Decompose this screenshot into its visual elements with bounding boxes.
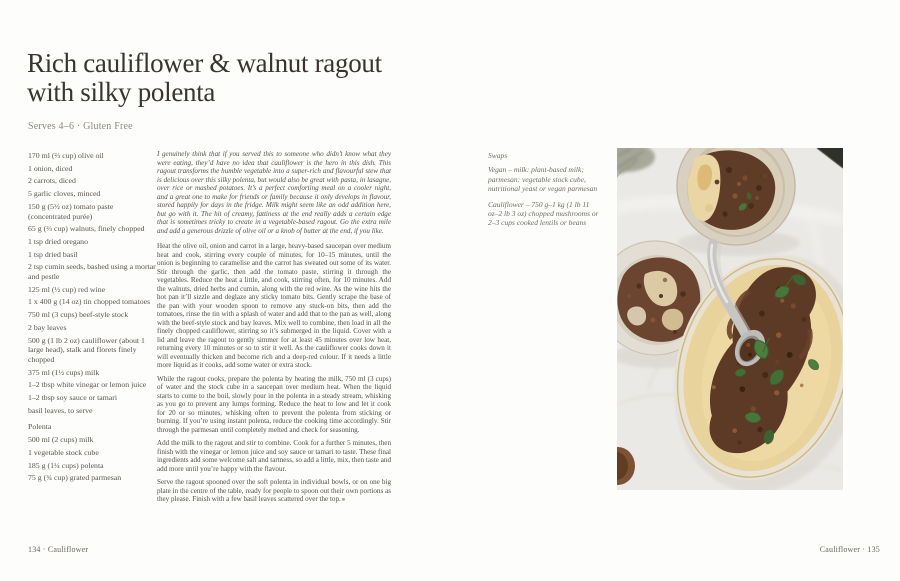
ingredient-item: 1 vegetable stock cube: [28, 447, 99, 457]
ingredients-list: [28, 151, 156, 486]
ingredient-item: 65 g (⅔ cup) walnuts, finely chopped: [28, 224, 145, 234]
ingredient-item: 500 g (1 lb 2 oz) cauliflower (about 1 large head), stalk and florets finely chopped: [28, 335, 145, 364]
ingredient-item: 1–2 tbsp soy sauce or tamari: [28, 393, 117, 403]
ingredient-item: 2 carrots, diced: [28, 176, 76, 186]
ingredient-item: 5 garlic cloves, minced: [28, 189, 101, 199]
method-paragraph-text: Serve the ragout spooned over the soft polenta in individual bowls, or on one big plate in the centre of the table, ready for people to spoon out their own portions as they please. Finish with a few basil leaves scattered over the top.: [157, 478, 391, 503]
recipe-photo-illustration: [617, 148, 843, 490]
page-number-left: 134 · Cauliflower: [28, 545, 89, 554]
ingredient-item: 1 tsp dried basil: [28, 249, 78, 259]
method-paragraph: While the ragout cooks, prepare the polenta by heating the milk, 750 ml (3 cups) of water and the stock cube in a saucepan over medium heat. When the liquid starts to come to the boil, slowly pour in the polenta in a steady stream, whisking as you go to prevent any lumps forming. Reduce the heat to low and let it cook for 20 or so minutes, whisking often to prevent the polenta from sticking or burning. If you’re using instant polenta, reduce the cooking time accordingly. Stir through the parmesan until completely melted and check for seasoning.: [157, 374, 391, 434]
swap-item: Vegan – milk: plant-based milk; parmesan: vegetable stock cube, nutritional yeast or vegan parmesan: [488, 165, 598, 194]
ingredient-item: 500 ml (2 cups) milk: [28, 435, 94, 445]
method-text: [157, 150, 391, 510]
end-of-recipe-marker-icon: ■: [341, 497, 346, 503]
ingredient-item: 1 tsp dried oregano: [28, 236, 88, 246]
ingredient-item: 375 ml (1½ cups) milk: [28, 367, 100, 377]
method-paragraph: [157, 478, 391, 505]
ingredient-item: 1 x 400 g (14 oz) tin chopped tomatoes: [28, 297, 151, 307]
ingredient-item: 150 g (5½ oz) tomato paste (concentrated purée): [28, 201, 114, 221]
polenta-subheading: Polenta: [28, 422, 52, 432]
page-number-right: Cauliflower · 135: [819, 545, 880, 554]
recipe-photo: [617, 148, 843, 490]
serving-info: Serves 4–6 · Gluten Free: [28, 121, 133, 132]
method-paragraph: Heat the olive oil, onion and carrot in a large, heavy-based saucepan over medium heat and cook, stirring every couple of minutes, for 10–15 minutes, until the onion is beginning to caramelise and the carrot has sweated out some of its water. Stir through the garlic, then add the tomato paste, stirring it through the vegetables. Reduce the heat a little, and cook, stirring often, for 10 minutes. Add the walnuts, dried herbs and cumin, along with the red wine. As the wine hits the hot pan it’ll sizzle and deglaze any sticky tomato bits. Gently scrape the base of the pan with your wooden spoon to remove any stuck-on bits, then add the tomatoes, rinse the tin with a splash of water and add that to the pan as well, along with the beef-style stock and bay leaves. Mix well to combine, then load in all the finely chopped cauliflower, stirring so it’s submerged in the liquid. Cover with a lid and leave the ragout to gently simmer for at least 45 minutes over low heat, returning every 10 minutes or so to stir it well. As the cauliflower cooks down it will eventually thicken and become rich and a deep-red colour. If it needs a little more liquid as it cooks, add some water or extra stock.: [157, 242, 391, 369]
swap-item: Cauliflower – 750 g–1 kg (1 lb 11 oz–2 lb 3 oz) chopped mushrooms or 2–3 cups cooked lentils or beans: [488, 199, 599, 228]
ingredient-item: basil leaves, to serve: [28, 405, 93, 415]
ingredient-item: 170 ml (⅔ cup) olive oil: [28, 151, 104, 160]
method-paragraph: Add the milk to the ragout and stir to combine. Cook for a further 5 minutes, then finish with the vinegar or lemon juice and soy sauce or tamari to taste. These final ingredients add some welcome salt and tartness, so add a little, mix, then taste and add more until you’re happy with the flavour.: [157, 439, 391, 473]
recipe-title: [27, 49, 382, 107]
ingredient-item: 2 bay leaves: [28, 322, 67, 332]
ingredient-item: 1 onion, diced: [28, 163, 73, 173]
ingredient-item: 125 ml (½ cup) red wine: [28, 284, 106, 294]
ingredient-item: 2 tsp cumin seeds, bashed using a mortar and pestle: [28, 262, 156, 282]
ingredient-item: 185 g (1¼ cups) polenta: [28, 460, 104, 470]
ingredient-item: 750 ml (3 cups) beef-style stock: [28, 310, 129, 320]
recipe-title-line1: Rich cauliflower & walnut ragout: [27, 48, 382, 78]
recipe-intro-paragraph: I genuinely think that if you served this to someone who didn’t know what they were eating, they’d have no idea that cauliflower is the hero in this dish. This ragout transforms the humble vegetable into a super-rich and flavourful stew that is delicious over this silky polenta, but would also be great with pasta, in lasagne, over rice or mashed potatoes. It’s a perfect comforting meal on a cooler night, and a great one to make for friends or family because it only develops in flavour, stored happily for days in the fridge. Milk might seem like an odd addition here, but go with it. The hit of creamy, fattiness at the end really adds a certain edge that is sometimes tricky to create in a vegetable-based ragout. Go the extra mile and add a generous drizzle of olive oil or a knob of butter at the end, if you like.: [157, 150, 391, 235]
swaps-heading: Swaps: [488, 151, 508, 160]
swaps-section: [488, 151, 600, 234]
ingredient-item: 75 g (¾ cup) grated parmesan: [28, 473, 122, 483]
ingredient-item: 1–2 tbsp white vinegar or lemon juice: [28, 380, 147, 390]
recipe-title-line2: with silky polenta: [27, 77, 216, 107]
